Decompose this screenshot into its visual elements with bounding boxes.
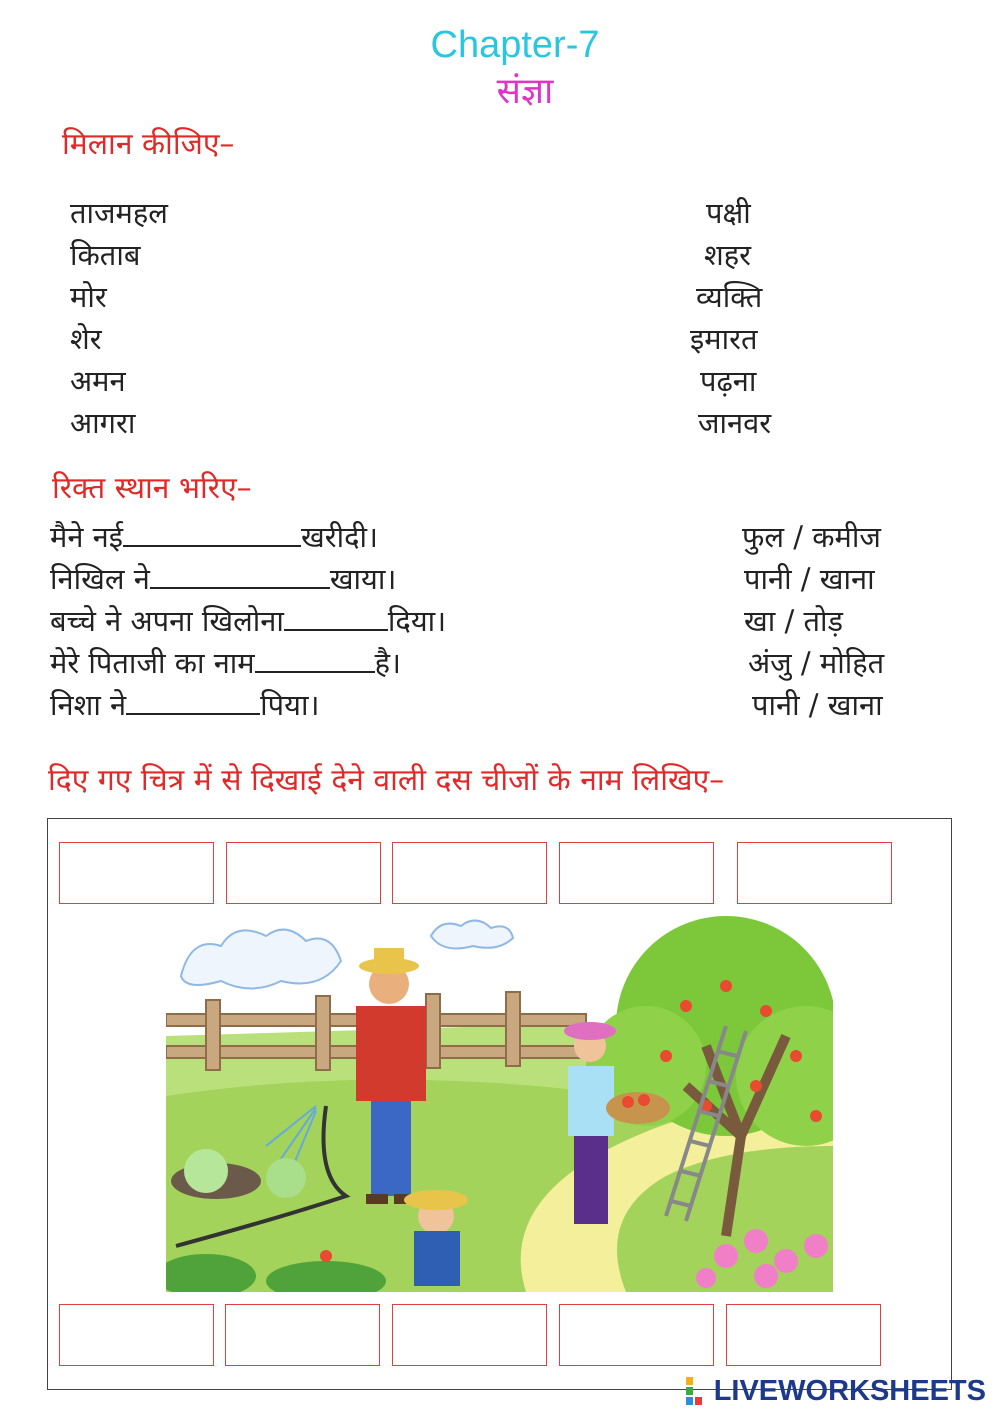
topic-title: संज्ञा bbox=[496, 71, 554, 112]
sentence-start: निखिल ने bbox=[50, 562, 150, 596]
sentence-end: दिया। bbox=[387, 604, 447, 638]
fill-options: पानी / खाना bbox=[744, 562, 875, 596]
match-right-item: पढ़ना bbox=[700, 364, 757, 398]
match-right-item: शहर bbox=[704, 238, 751, 272]
answer-box[interactable] bbox=[392, 842, 547, 904]
sentence-end: खाया। bbox=[329, 562, 397, 596]
answer-box[interactable] bbox=[225, 1304, 380, 1366]
fill-heading: रिक्त स्थान भरिए– bbox=[52, 471, 252, 506]
logo-icon bbox=[686, 1377, 710, 1405]
fill-options: खा / तोड़ bbox=[744, 604, 843, 638]
match-left-item: ताजमहल bbox=[70, 196, 168, 230]
fill-sentence bbox=[50, 644, 401, 682]
sentence-end: है। bbox=[374, 646, 402, 680]
fill-options: फुल / कमीज bbox=[742, 520, 881, 554]
answer-box[interactable] bbox=[226, 842, 381, 904]
answer-blank[interactable] bbox=[150, 561, 330, 589]
answer-box[interactable] bbox=[559, 1304, 714, 1366]
fill-options: पानी / खाना bbox=[752, 688, 883, 722]
sentence-start: बच्चे ने अपना खिलोना bbox=[50, 604, 284, 638]
match-left-item: अमन bbox=[70, 364, 126, 398]
fill-sentence bbox=[50, 518, 378, 556]
answer-box[interactable] bbox=[559, 842, 714, 904]
garden-illustration bbox=[166, 916, 833, 1292]
picture-heading: दिए गए चित्र में से दिखाई देने वाली दस चीजों के नाम लिखिए– bbox=[48, 763, 725, 798]
match-heading: मिलान कीजिए– bbox=[62, 127, 235, 162]
fill-sentence bbox=[50, 686, 319, 724]
answer-box[interactable] bbox=[737, 842, 892, 904]
sentence-start: मेरे पिताजी का नाम bbox=[50, 646, 255, 680]
sentence-start: निशा ने bbox=[50, 688, 127, 722]
brand-name: LIVEWORKSHEETS bbox=[713, 1374, 986, 1407]
answer-box[interactable] bbox=[59, 842, 214, 904]
match-left-item: किताब bbox=[70, 238, 141, 272]
answer-blank[interactable] bbox=[284, 603, 388, 631]
fill-options: अंजु / मोहित bbox=[748, 646, 885, 680]
match-left-item: शेर bbox=[70, 322, 102, 356]
answer-box[interactable] bbox=[59, 1304, 214, 1366]
match-right-item: इमारत bbox=[690, 322, 758, 356]
match-right-item: जानवर bbox=[698, 406, 772, 440]
fill-sentence bbox=[50, 602, 446, 640]
chapter-title: Chapter-7 bbox=[430, 24, 600, 66]
answer-blank[interactable] bbox=[126, 687, 260, 715]
answer-blank[interactable] bbox=[255, 645, 375, 673]
match-right-item: पक्षी bbox=[706, 196, 751, 230]
liveworksheets-logo bbox=[686, 1374, 986, 1408]
sentence-start: मैने नई bbox=[50, 520, 123, 554]
answer-box[interactable] bbox=[726, 1304, 881, 1366]
match-left-item: आगरा bbox=[70, 406, 136, 440]
match-right-item: व्यक्ति bbox=[696, 280, 763, 314]
butterfly bbox=[320, 1250, 332, 1262]
fill-sentence bbox=[50, 560, 396, 598]
answer-box[interactable] bbox=[392, 1304, 547, 1366]
answer-blank[interactable] bbox=[123, 519, 301, 547]
match-left-item: मोर bbox=[70, 280, 107, 314]
sentence-end: खरीदी। bbox=[301, 520, 378, 554]
sentence-end: पिया। bbox=[260, 688, 320, 722]
